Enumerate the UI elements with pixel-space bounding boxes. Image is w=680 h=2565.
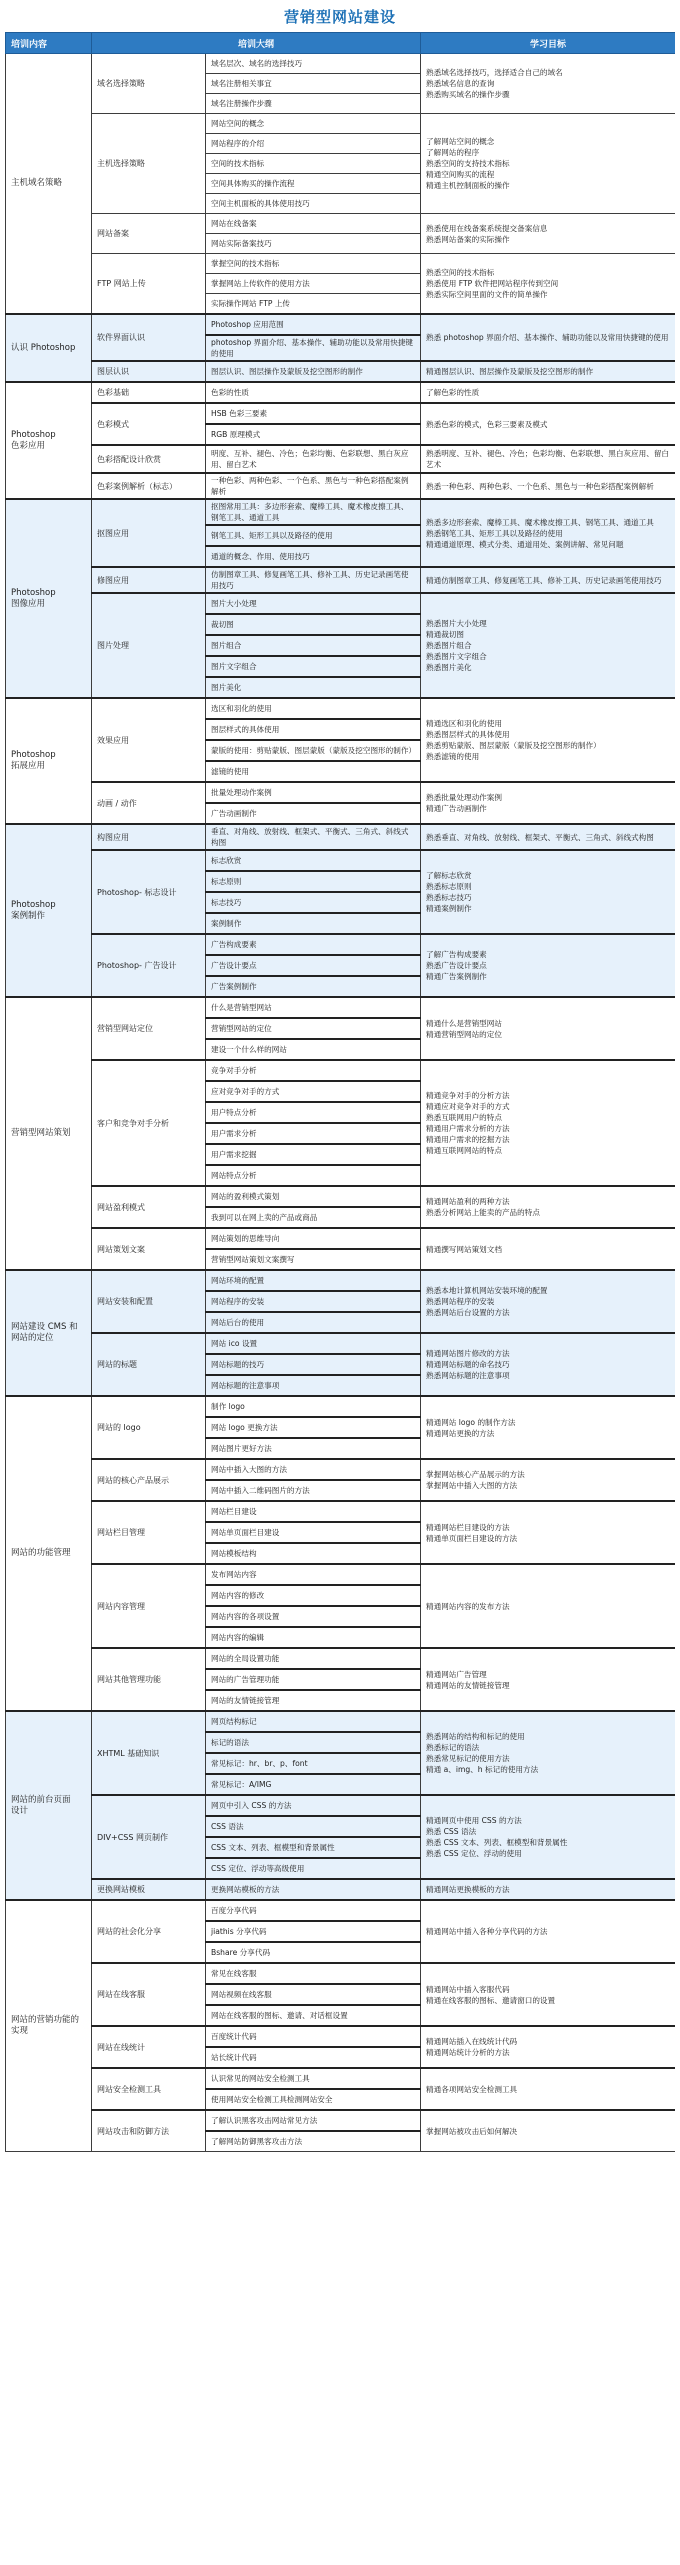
goal-cell: 精通网站中插入各种分享代码的方法 xyxy=(421,1900,675,1963)
outline-item: Photoshop 应用范围 xyxy=(206,314,421,335)
outline-item: 标记的语法 xyxy=(206,1732,421,1753)
outline-item: 图片大小处理 xyxy=(206,593,421,614)
table-row xyxy=(6,850,676,871)
category-cell: Photoshop 案例制作 xyxy=(6,824,92,997)
outline-item: 网站单页面栏目建设 xyxy=(206,1522,421,1543)
outline-item: 网站视频在线客服 xyxy=(206,1984,421,2005)
outline-item: 掌握网站上传软件的使用方法 xyxy=(206,274,421,294)
table-row xyxy=(6,1648,676,1669)
outline-item: 了解认识黑客攻击网站常见方法 xyxy=(206,2110,421,2131)
table-row xyxy=(6,1963,676,1984)
header-category: 培训内容 xyxy=(6,33,92,54)
goal-cell: 了解广告构成要素 熟悉广告设计要点 精通广告案例制作 xyxy=(421,934,675,997)
outline-item: 应对竞争对手的方式 xyxy=(206,1081,421,1102)
outline-item: 网页中引入 CSS 的方法 xyxy=(206,1795,421,1816)
outline-item: 什么是营销型网站 xyxy=(206,997,421,1018)
category-cell: Photoshop 拓展应用 xyxy=(6,698,92,824)
outline-item: 网站环境的配置 xyxy=(206,1270,421,1291)
outline-item: 网站内容的各项设置 xyxy=(206,1606,421,1627)
outline-item: RGB 原理模式 xyxy=(206,424,421,445)
section-group xyxy=(6,824,676,997)
table-row xyxy=(6,382,676,403)
goal-cell: 熟悉域名选择技巧，选择适合自己的域名 熟悉域名信息的查询 熟悉购买域名的操作步骤 xyxy=(421,54,675,114)
subtopic-cell: 抠图应用 xyxy=(92,499,206,567)
goal-cell: 精通网站广告管理 精通网站的友情链接管理 xyxy=(421,1648,675,1711)
outline-item: 空间具体购买的操作流程 xyxy=(206,174,421,194)
subtopic-cell: 网站在线统计 xyxy=(92,2026,206,2068)
category-cell: 认识 Photoshop xyxy=(6,314,92,382)
table-row xyxy=(6,2026,676,2047)
outline-item: 百度统计代码 xyxy=(206,2026,421,2047)
table-row xyxy=(6,997,676,1018)
category-cell: 主机域名策略 xyxy=(6,54,92,315)
goal-cell: 熟悉图片大小处理 精通裁切图 熟悉图片组合 熟悉图片文字组合 熟悉图片美化 xyxy=(421,593,675,698)
subtopic-cell: 图片处理 xyxy=(92,593,206,698)
outline-item: 标志技巧 xyxy=(206,892,421,913)
goal-cell: 熟悉多边形套索、魔棒工具、魔术橡皮擦工具、钢笔工具、通道工具 熟悉钢笔工具、矩形工具以及路径的使用 精通通道原理、模式分类、通道用处、案例讲解、常见问题 xyxy=(421,499,675,567)
subtopic-cell: 网站备案 xyxy=(92,214,206,254)
outline-item: jiathis 分享代码 xyxy=(206,1921,421,1942)
outline-item: 掌握空间的技术指标 xyxy=(206,254,421,274)
outline-item: 图层认识、图层操作及蒙版及挖空图形的制作 xyxy=(206,361,421,382)
outline-item: 网站模板结构 xyxy=(206,1543,421,1564)
category-cell: Photoshop 图像应用 xyxy=(6,499,92,698)
outline-item: 色彩的性质 xyxy=(206,382,421,403)
outline-item: 网站特点分析 xyxy=(206,1165,421,1186)
goal-cell: 精通竞争对手的分析方法 精通应对竞争对手的方式 熟悉互联网用户的特点 精通用户需求分析的方法 精通用户需求的挖掘方法 精通互联网网站的特点 xyxy=(421,1060,675,1186)
header-outline: 培训大纲 xyxy=(92,33,421,54)
table-row xyxy=(6,254,676,274)
subtopic-cell: DIV+CSS 网页制作 xyxy=(92,1795,206,1879)
category-cell: Photoshop 色彩应用 xyxy=(6,382,92,499)
outline-item: 网站的广告管理功能 xyxy=(206,1669,421,1690)
table-row xyxy=(6,114,676,134)
goal-cell: 熟悉 photoshop 界面介绍、基本操作、辅助功能以及常用快捷键的使用 xyxy=(421,314,675,361)
goal-cell: 精通网站更换模板的方法 xyxy=(421,1879,675,1900)
goal-cell: 了解网站空间的概念 了解网站的程序 熟悉空间的支持技术指标 精通空间购买的流程 精通主机控制面板的操作 xyxy=(421,114,675,214)
outline-item: 垂直、对角线、放射线、框架式、平衡式、三角式、斜线式构图 xyxy=(206,824,421,850)
goal-cell: 掌握网站被攻击后如何解决 xyxy=(421,2110,675,2152)
goal-cell: 熟悉批量处理动作案例 精通广告动画制作 xyxy=(421,782,675,824)
table-row xyxy=(6,1396,676,1417)
page-title: 营销型网站建设 xyxy=(283,7,396,26)
category-cell: 网站建设 CMS 和 网站的定位 xyxy=(6,1270,92,1396)
outline-item: 我到可以在网上卖的产品或商品 xyxy=(206,1207,421,1228)
outline-item: 图片美化 xyxy=(206,677,421,698)
outline-item: 常见标记：A/IMG xyxy=(206,1774,421,1795)
goal-cell: 熟悉网站的结构和标记的使用 熟悉标记的语法 熟悉常见标记的使用方法 精通 a、img、h 标记的使用方法 xyxy=(421,1711,675,1795)
outline-item: 网站 ico 设置 xyxy=(206,1333,421,1354)
subtopic-cell: 网站的标题 xyxy=(92,1333,206,1396)
subtopic-cell: 客户和竞争对手分析 xyxy=(92,1060,206,1186)
section-group xyxy=(6,997,676,1270)
outline-item: 案例制作 xyxy=(206,913,421,934)
outline-item: 营销型网站的定位 xyxy=(206,1018,421,1039)
subtopic-cell: 图层认识 xyxy=(92,361,206,382)
goal-cell: 精通网站插入在线统计代码 精通网站统计分析的方法 xyxy=(421,2026,675,2068)
goal-cell: 了解标志欣赏 熟悉标志原则 熟悉标志技巧 精通案例制作 xyxy=(421,850,675,934)
goal-cell: 熟悉一种色彩、两种色彩、一个色系、黑色与一种色彩搭配案例解析 xyxy=(421,473,675,499)
outline-item: 网站在线备案 xyxy=(206,214,421,234)
outline-item: 认识常见的网站安全检测工具 xyxy=(206,2068,421,2089)
category-cell: 网站的前台页面 设计 xyxy=(6,1711,92,1900)
outline-item: 域名层次、域名的选择技巧 xyxy=(206,54,421,74)
subtopic-cell: 网站的社会化分享 xyxy=(92,1900,206,1963)
section-group xyxy=(6,499,676,698)
goal-cell: 精通网站图片修改的方法 精通网站标题的命名技巧 熟悉网站标题的注意事项 xyxy=(421,1333,675,1396)
goal-cell: 精通选区和羽化的使用 熟悉图层样式的具体使用 熟悉剪贴蒙版、图层蒙版（蒙版及挖空图形的制作） 熟悉滤镜的使用 xyxy=(421,698,675,782)
outline-item: 网站内容的编辑 xyxy=(206,1627,421,1648)
outline-item: 网站策划的思维导向 xyxy=(206,1228,421,1249)
goal-cell: 精通网站中插入客服代码 精通在线客服的图标、邀请窗口的设置 xyxy=(421,1963,675,2026)
goal-cell: 精通网站内容的发布方法 xyxy=(421,1564,675,1648)
goal-cell: 精通各项网站安全检测工具 xyxy=(421,2068,675,2110)
outline-item: 抠图常用工具：多边形套索、魔棒工具、魔术橡皮擦工具、钢笔工具、通道工具 xyxy=(206,499,421,525)
goal-cell: 精通网页中使用 CSS 的方法 熟悉 CSS 语法 熟悉 CSS 文本、列表、框模型和背景属性 熟悉 CSS 定位、浮动的使用 xyxy=(421,1795,675,1879)
outline-item: CSS 定位、浮动等高级使用 xyxy=(206,1858,421,1879)
subtopic-cell: 网站内容管理 xyxy=(92,1564,206,1648)
outline-item: 广告动画制作 xyxy=(206,803,421,824)
outline-item: 空间主机面板的具体使用技巧 xyxy=(206,194,421,214)
outline-item: 网站标题的技巧 xyxy=(206,1354,421,1375)
outline-item: 网站程序的介绍 xyxy=(206,134,421,154)
subtopic-cell: 网站的核心产品展示 xyxy=(92,1459,206,1501)
subtopic-cell: 网站在线客服 xyxy=(92,1963,206,2026)
outline-item: 滤镜的使用 xyxy=(206,761,421,782)
outline-item: 网站图片更好方法 xyxy=(206,1438,421,1459)
subtopic-cell: 色彩模式 xyxy=(92,403,206,445)
outline-item: 一种色彩、两种色彩、一个色系、黑色与一种色彩搭配案例解析 xyxy=(206,473,421,499)
table-row xyxy=(6,214,676,234)
goal-cell: 精通什么是营销型网站 精通营销型网站的定位 xyxy=(421,997,675,1060)
outline-item: 网站中插入二维码图片的方法 xyxy=(206,1480,421,1501)
curriculum-table xyxy=(5,32,675,2152)
outline-item: 通道的概念、作用、使用技巧 xyxy=(206,546,421,567)
subtopic-cell: FTP 网站上传 xyxy=(92,254,206,315)
section-group xyxy=(6,1711,676,1900)
outline-item: 网站实际备案技巧 xyxy=(206,234,421,254)
goal-cell: 熟悉色彩的模式，色彩三要素及模式 xyxy=(421,403,675,445)
goal-cell: 精通仿制图章工具、修复画笔工具、修补工具、历史记录画笔使用技巧 xyxy=(421,567,675,593)
table-row xyxy=(6,1711,676,1732)
table-row xyxy=(6,2110,676,2131)
category-cell: 营销型网站策划 xyxy=(6,997,92,1270)
subtopic-cell: 网站安装和配置 xyxy=(92,1270,206,1333)
outline-item: 蒙版的使用：剪贴蒙版、图层蒙版（蒙版及挖空图形的制作） xyxy=(206,740,421,761)
table-row xyxy=(6,1228,676,1249)
outline-item: 域名注册操作步骤 xyxy=(206,94,421,114)
table-row xyxy=(6,1501,676,1522)
outline-item: 网站栏目建设 xyxy=(206,1501,421,1522)
outline-item: 网站后台的使用 xyxy=(206,1312,421,1333)
category-cell: 网站的营销功能的 实现 xyxy=(6,1900,92,2152)
outline-item: 批量处理动作案例 xyxy=(206,782,421,803)
outline-item: 广告构成要素 xyxy=(206,934,421,955)
outline-item: 图层样式的具体使用 xyxy=(206,719,421,740)
outline-item: 更换网站模板的方法 xyxy=(206,1879,421,1900)
table-row xyxy=(6,314,676,335)
subtopic-cell: 网站策划文案 xyxy=(92,1228,206,1270)
table-row xyxy=(6,1879,676,1900)
outline-item: CSS 语法 xyxy=(206,1816,421,1837)
outline-item: 实际操作网站 FTP 上传 xyxy=(206,294,421,315)
subtopic-cell: 色彩基础 xyxy=(92,382,206,403)
goal-cell: 熟悉明度、互补、褪色、冷色；色彩均衡、色彩联想、黑白灰应用、留白艺术 xyxy=(421,445,675,473)
header-row xyxy=(6,33,676,54)
outline-item: 常见在线客服 xyxy=(206,1963,421,1984)
outline-item: 网站标题的注意事项 xyxy=(206,1375,421,1396)
table-row xyxy=(6,1900,676,1921)
outline-item: 使用网站安全检测工具检测网站安全 xyxy=(206,2089,421,2110)
category-cell: 网站的功能管理 xyxy=(6,1396,92,1711)
goal-cell: 精通撰写网站策划文档 xyxy=(421,1228,675,1270)
outline-item: 营销型网站策划文案撰写 xyxy=(206,1249,421,1270)
outline-item: 裁切图 xyxy=(206,614,421,635)
table-row xyxy=(6,1270,676,1291)
outline-item: 站长统计代码 xyxy=(206,2047,421,2068)
outline-item: 网站的全局设置功能 xyxy=(206,1648,421,1669)
outline-item: 域名注册相关事宜 xyxy=(206,74,421,94)
subtopic-cell: 网站栏目管理 xyxy=(92,1501,206,1564)
table-row xyxy=(6,499,676,525)
goal-cell: 精通网站盈利的两种方法 熟悉分析网站上能卖的产品的特点 xyxy=(421,1186,675,1228)
outline-item: 竞争对手分析 xyxy=(206,1060,421,1081)
outline-item: 网站内容的修改 xyxy=(206,1585,421,1606)
table-row xyxy=(6,403,676,424)
subtopic-cell: 主机选择策略 xyxy=(92,114,206,214)
subtopic-cell: 网站盈利模式 xyxy=(92,1186,206,1228)
outline-item: 选区和羽化的使用 xyxy=(206,698,421,719)
table-row xyxy=(6,593,676,614)
outline-item: 用户特点分析 xyxy=(206,1102,421,1123)
subtopic-cell: 更换网站模板 xyxy=(92,1879,206,1900)
goal-cell: 熟悉空间的技术指标 熟悉使用 FTP 软件把网站程序传到空间 熟悉实际空间里面的文件的简单操作 xyxy=(421,254,675,315)
section-group xyxy=(6,1900,676,2152)
table-row xyxy=(6,782,676,803)
table-row xyxy=(6,1564,676,1585)
table-row xyxy=(6,1459,676,1480)
subtopic-cell: 网站的 logo xyxy=(92,1396,206,1459)
subtopic-cell: 网站安全检测工具 xyxy=(92,2068,206,2110)
goal-cell: 精通网站栏目建设的方法 精通单页面栏目建设的方法 xyxy=(421,1501,675,1564)
outline-item: 网页结构标记 xyxy=(206,1711,421,1732)
table-row xyxy=(6,824,676,850)
subtopic-cell: Photoshop- 标志设计 xyxy=(92,850,206,934)
subtopic-cell: 域名选择策略 xyxy=(92,54,206,114)
outline-item: 空间的技术指标 xyxy=(206,154,421,174)
table-row xyxy=(6,934,676,955)
section-group xyxy=(6,1270,676,1396)
outline-item: photoshop 界面介绍、基本操作、辅助功能以及常用快捷键的使用 xyxy=(206,335,421,361)
outline-item: Bshare 分享代码 xyxy=(206,1942,421,1963)
subtopic-cell: 修图应用 xyxy=(92,567,206,593)
outline-item: 标志原则 xyxy=(206,871,421,892)
section-group xyxy=(6,314,676,382)
curriculum-table-wrapper xyxy=(5,32,675,2560)
outline-item: 用户需求分析 xyxy=(206,1123,421,1144)
section-group xyxy=(6,382,676,499)
goal-cell: 精通图层认识、图层操作及蒙版及挖空图形的制作 xyxy=(421,361,675,382)
table-row xyxy=(6,1060,676,1081)
outline-item: 网站 logo 更换方法 xyxy=(206,1417,421,1438)
subtopic-cell: Photoshop- 广告设计 xyxy=(92,934,206,997)
outline-item: 网站的盈利模式策划 xyxy=(206,1186,421,1207)
outline-item: HSB 色彩三要素 xyxy=(206,403,421,424)
subtopic-cell: 软件界面认识 xyxy=(92,314,206,361)
outline-item: 用户需求挖掘 xyxy=(206,1144,421,1165)
outline-item: 了解网站防御黑客攻击方法 xyxy=(206,2131,421,2152)
table-row xyxy=(6,1795,676,1816)
outline-item: 图片组合 xyxy=(206,635,421,656)
goal-cell: 了解色彩的性质 xyxy=(421,382,675,403)
table-row xyxy=(6,54,676,74)
subtopic-cell: 色彩搭配设计欣赏 xyxy=(92,445,206,473)
table-row xyxy=(6,445,676,473)
outline-item: 广告设计要点 xyxy=(206,955,421,976)
section-group xyxy=(6,698,676,824)
section-group xyxy=(6,54,676,315)
goal-cell: 熟悉垂直、对角线、放射线、框架式、平衡式、三角式、斜线式构图 xyxy=(421,824,675,850)
outline-item: 网站程序的安装 xyxy=(206,1291,421,1312)
subtopic-cell: 网站其他管理功能 xyxy=(92,1648,206,1711)
table-row xyxy=(6,2068,676,2089)
outline-item: 钢笔工具、矩形工具以及路径的使用 xyxy=(206,525,421,546)
subtopic-cell: 构图应用 xyxy=(92,824,206,850)
goal-cell: 精通网站 logo 的制作方法 精通网站更换的方法 xyxy=(421,1396,675,1459)
table-row xyxy=(6,698,676,719)
header-goal: 学习目标 xyxy=(421,33,675,54)
outline-item: 明度、互补、褪色、冷色；色彩均衡、色彩联想、黑白灰应用、留白艺术 xyxy=(206,445,421,473)
table-row xyxy=(6,361,676,382)
goal-cell: 掌握网站核心产品展示的方法 掌握网站中插入大图的方法 xyxy=(421,1459,675,1501)
outline-item: 广告案例制作 xyxy=(206,976,421,997)
outline-item: 图片文字组合 xyxy=(206,656,421,677)
outline-item: 建设一个什么样的网站 xyxy=(206,1039,421,1060)
subtopic-cell: 营销型网站定位 xyxy=(92,997,206,1060)
outline-item: 制作 logo xyxy=(206,1396,421,1417)
section-group xyxy=(6,1396,676,1711)
subtopic-cell: XHTML 基础知识 xyxy=(92,1711,206,1795)
subtopic-cell: 效果应用 xyxy=(92,698,206,782)
table-row xyxy=(6,1186,676,1207)
outline-item: 网站空间的概念 xyxy=(206,114,421,134)
outline-item: 仿制图章工具、修复画笔工具、修补工具、历史记录画笔使用技巧 xyxy=(206,567,421,593)
goal-cell: 熟悉使用在线备案系统提交备案信息 熟悉网站备案的实际操作 xyxy=(421,214,675,254)
table-row xyxy=(6,567,676,593)
outline-item: CSS 文本、列表、框模型和背景属性 xyxy=(206,1837,421,1858)
subtopic-cell: 网站攻击和防御方法 xyxy=(92,2110,206,2152)
table-row xyxy=(6,1333,676,1354)
outline-item: 网站在线客服的图标、邀请、对话框设置 xyxy=(206,2005,421,2026)
subtopic-cell: 色彩案例解析（标志） xyxy=(92,473,206,499)
outline-item: 常见标记：hr、br、p、font xyxy=(206,1753,421,1774)
table-row xyxy=(6,473,676,499)
outline-item: 网站中插入大图的方法 xyxy=(206,1459,421,1480)
goal-cell: 熟悉本地计算机网站安装环境的配置 熟悉网站程序的安装 熟悉网站后台设置的方法 xyxy=(421,1270,675,1333)
outline-item: 百度分享代码 xyxy=(206,1900,421,1921)
outline-item: 标志欣赏 xyxy=(206,850,421,871)
outline-item: 发布网站内容 xyxy=(206,1564,421,1585)
subtopic-cell: 动画 / 动作 xyxy=(92,782,206,824)
outline-item: 网站的友情链接管理 xyxy=(206,1690,421,1711)
